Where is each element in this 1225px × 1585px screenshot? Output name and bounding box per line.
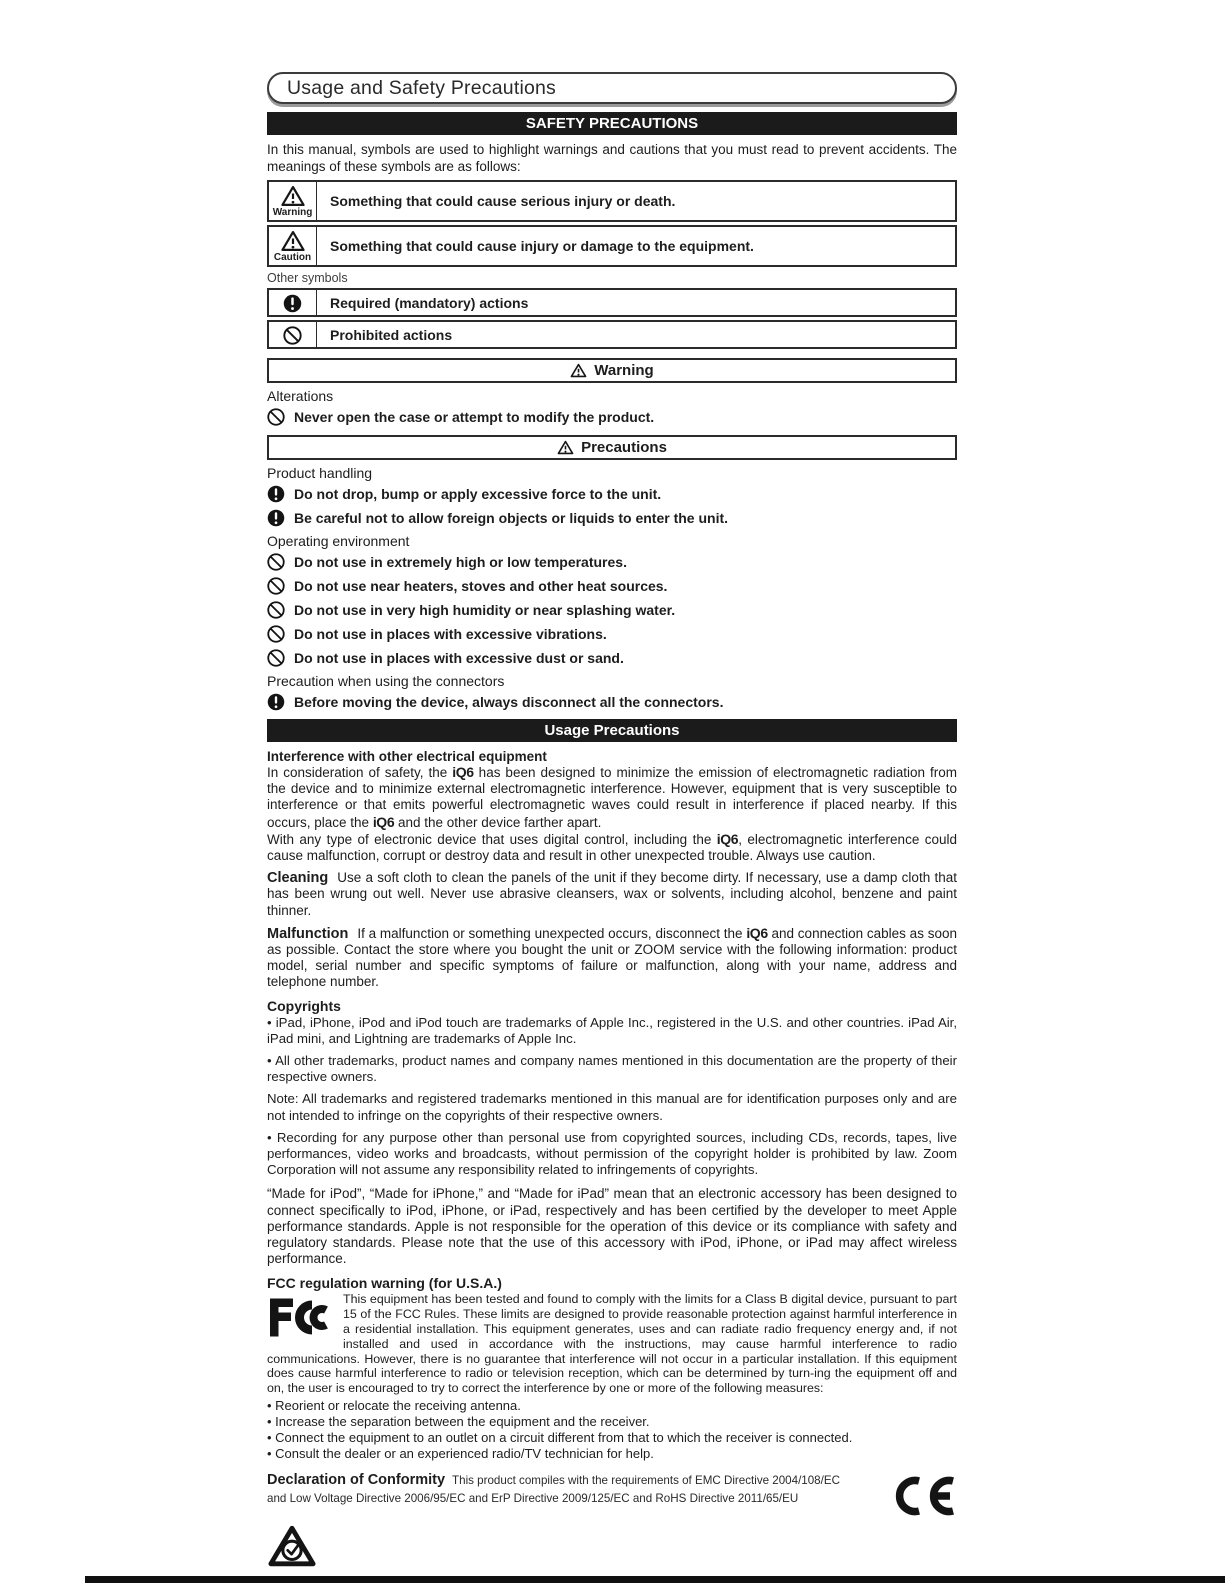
usage-precautions-bar: Usage Precautions [267,719,957,742]
iq6-logo: iQ6 [716,830,739,847]
warning-icon-label: Warning [272,207,313,218]
product-handling-label: Product handling [267,465,373,481]
connectors-label: Precaution when using the connectors [267,673,505,689]
ce-mark-icon [891,1473,957,1519]
iq6-logo: iQ6 [372,813,395,830]
prohibited-icon [267,601,285,619]
malfunction-heading: Malfunction [267,925,349,942]
fcc-bullet-list [267,1398,957,1462]
environment-item [267,601,957,619]
intro-paragraph: In this manual, symbols are used to highlight warnings and cautions that you must read to prevent accidents. The meanings of these symbols are as follows: [267,142,957,174]
handling-item-text: Be careful not to allow foreign objects or liquids to enter the unit. [294,510,729,526]
required-icon [267,693,285,711]
declaration-text: This product compiles with the requirements of EMC Directive 2004/108/EC and Low Voltage Directive 2006/95/EC and ErP Directive 2009/125/EC and RoHS Directive 2011/65/EU [267,1474,840,1506]
environment-item [267,649,957,667]
warning-row-text: Something that could cause serious injury or death. [330,193,676,209]
connectors-item-text: Before moving the device, always disconnect all the connectors. [294,694,724,710]
fcc-block [267,1292,957,1462]
required-row-text: Required (mandatory) actions [330,294,529,311]
made-for-paragraph: “Made for iPod”, “Made for iPhone,” and “Made for iPad” mean that an electronic accessory has been designed to connect specifically to iPod, iPhone, or iPad, respectively and has been certified by the developer to meet Apple performance standards. Apple is not responsible for the operation of this device or its compliance with safety and regulatory standards. Please note that the use of this accessory with iPod, iPhone, or iPad may affect wireless performance. [267,1186,957,1267]
copyrights-heading: Copyrights [267,997,341,1014]
paragraph-text: If a malfunction or something unexpected occurs, disconnect the [357,925,747,941]
prohibited-icon [267,553,285,571]
caution-row-text: Something that could cause injury or damage to the equipment. [330,238,754,254]
environment-item [267,577,957,595]
rcm-mark-icon [267,1524,317,1569]
alterations-item-text: Never open the case or attempt to modify the product. [294,409,655,425]
handling-item-text: Do not drop, bump or apply excessive force to the unit. [294,486,662,502]
fcc-heading: FCC regulation warning (for U.S.A.) [267,1275,502,1292]
iq6-logo: iQ6 [746,924,768,941]
copyrights-bullet: • iPad, iPhone, iPod and iPod touch are trademarks of Apple Inc., registered in the U.S. and other countries. iPad Air, iPad mini, and Lightning are trademarks of Apple Inc. [267,1014,957,1046]
paragraph-text: With any type of electronic device that uses digital control, including the [267,831,717,847]
precautions-header-box [267,435,957,460]
other-symbols-label: Other symbols [267,271,348,285]
required-icon [267,485,285,503]
warning-icon-cell [269,182,317,220]
prohibited-icon [267,625,285,643]
paragraph-text: In consideration of safety, the [267,765,453,780]
fcc-logo [267,1295,333,1340]
page-title-box [267,72,957,104]
interference-heading: Interference with other electrical equipment [267,749,547,764]
safety-precautions-bar: SAFETY PRECAUTIONS [267,112,957,135]
connectors-item [267,693,957,711]
precautions-header-title: Precautions [581,439,667,456]
cleaning-paragraph [267,870,957,919]
declaration-block [267,1471,957,1507]
copyrights-note: Note: All trademarks and registered trademarks mentioned in this manual are for identification purposes only and are not intended to infringe on the copyrights of their respective owners. [267,1091,957,1123]
fcc-bullet: • Increase the separation between the equipment and the receiver. [267,1414,650,1430]
required-symbol-row [267,288,957,317]
page-title: Usage and Safety Precautions [287,76,557,99]
fcc-bullet: • Consult the dealer or an experienced radio/TV technician for help. [267,1446,654,1462]
paragraph-text: has been designed to minimize the emission of electromagnetic radiation from the device and to minimize external electromagnetic interference. However, equipment that is very susceptible to interference or that emits powerful electromagnetic waves could result in interference if placed nearby. If this occurs, place the [267,765,958,830]
handling-item [267,485,957,503]
fcc-body-text: This equipment has been tested and found to comply with the limits for a Class B digital device, pursuant to part 15 of the FCC Rules. These limits are designed to provide reasonable protection against harmful interference in a residential installation. This equipment generates, uses and can radiate radio frequency energy and, if not installed and used in accordance with the instructions, may cause harmful interference to radio communications. However, there is no guarantee that interference will not occur in a particular installation. If this equipment does cause harmful interference to radio or television reception, which can be determined by turn-ing the equipment off and on, the user is encouraged to try to correct the interference by one or more of the following measures: [267,1292,957,1396]
content-column [267,72,957,1569]
warning-header-box [267,358,957,383]
fcc-bullet: • Connect the equipment to an outlet on a circuit different from that to which the receiver is connected. [267,1430,853,1446]
warning-symbol-row [267,180,957,222]
paragraph-text: and the other device farther apart. [394,814,602,830]
interference-paragraph-1 [267,764,957,831]
iq6-logo: iQ6 [452,764,474,780]
paragraph-text: and connection cables as soon as possible. Contact the store where you bought the unit or ZOOM service with the following information: product model, serial number and specific symptoms of failure or malfunction, along with your name, address and telephone number. [267,925,957,990]
required-icon [267,509,285,527]
prohibited-icon [267,577,285,595]
handling-item [267,509,957,527]
caution-triangle-icon [280,230,306,252]
fcc-bullet: • Reorient or relocate the receiving antenna. [267,1398,521,1414]
declaration-heading: Declaration of Conformity [267,1472,446,1489]
environment-item-text: Do not use in very high humidity or near splashing water. [294,602,676,618]
prohibited-icon-cell [269,322,317,347]
prohibited-icon [267,408,285,426]
environment-item-text: Do not use in places with excessive vibrations. [294,626,607,642]
caution-icon-cell [269,227,317,265]
malfunction-paragraph [267,925,957,991]
environment-item-text: Do not use in extremely high or low temperatures. [294,554,627,570]
prohibited-icon [283,326,302,345]
paragraph-text: , electromagnetic interference could cause malfunction, corrupt or destroy data and result in other unexpected trouble. Always use caution. [267,831,957,864]
environment-item-text: Do not use in places with excessive dust or sand. [294,650,624,666]
environment-item-text: Do not use near heaters, stoves and other heat sources. [294,578,668,594]
required-icon-cell [269,290,317,315]
alterations-item [267,408,957,426]
caution-icon-label: Caution [273,252,312,263]
alterations-label: Alterations [267,388,334,404]
prohibited-icon [267,649,285,667]
prohibited-symbol-row [267,320,957,349]
interference-paragraph-2 [267,831,957,864]
environment-item [267,625,957,643]
paragraph-text: Use a soft cloth to clean the panels of the unit if they become dirty. If necessary, use a damp cloth that has been wrung out well. Never use abrasive cleansers, wax or solvents, including alcohol, benzene and paint thinner. [267,870,957,918]
required-icon [283,294,302,313]
warning-triangle-icon [280,185,306,207]
environment-item [267,553,957,571]
caution-symbol-row [267,225,957,267]
warning-triangle-icon [557,440,574,455]
operating-environment-label: Operating environment [267,533,410,549]
prohibited-row-text: Prohibited actions [330,326,453,343]
footer-rule [85,1576,1225,1583]
copyrights-bullet: • All other trademarks, product names and company names mentioned in this documentation are the property of their respective owners. [267,1053,957,1085]
copyrights-bullet: • Recording for any purpose other than personal use from copyrighted sources, including CDs, records, tapes, live performances, video works and broadcasts, without permission of the copyright holder is prohibited by law. Zoom Corporation will not assume any responsibility related to infringements of copyrights. [267,1129,957,1178]
warning-header-title: Warning [594,362,654,379]
cleaning-heading: Cleaning [267,870,329,887]
declaration-paragraph [267,1471,957,1507]
warning-triangle-icon [570,363,587,378]
